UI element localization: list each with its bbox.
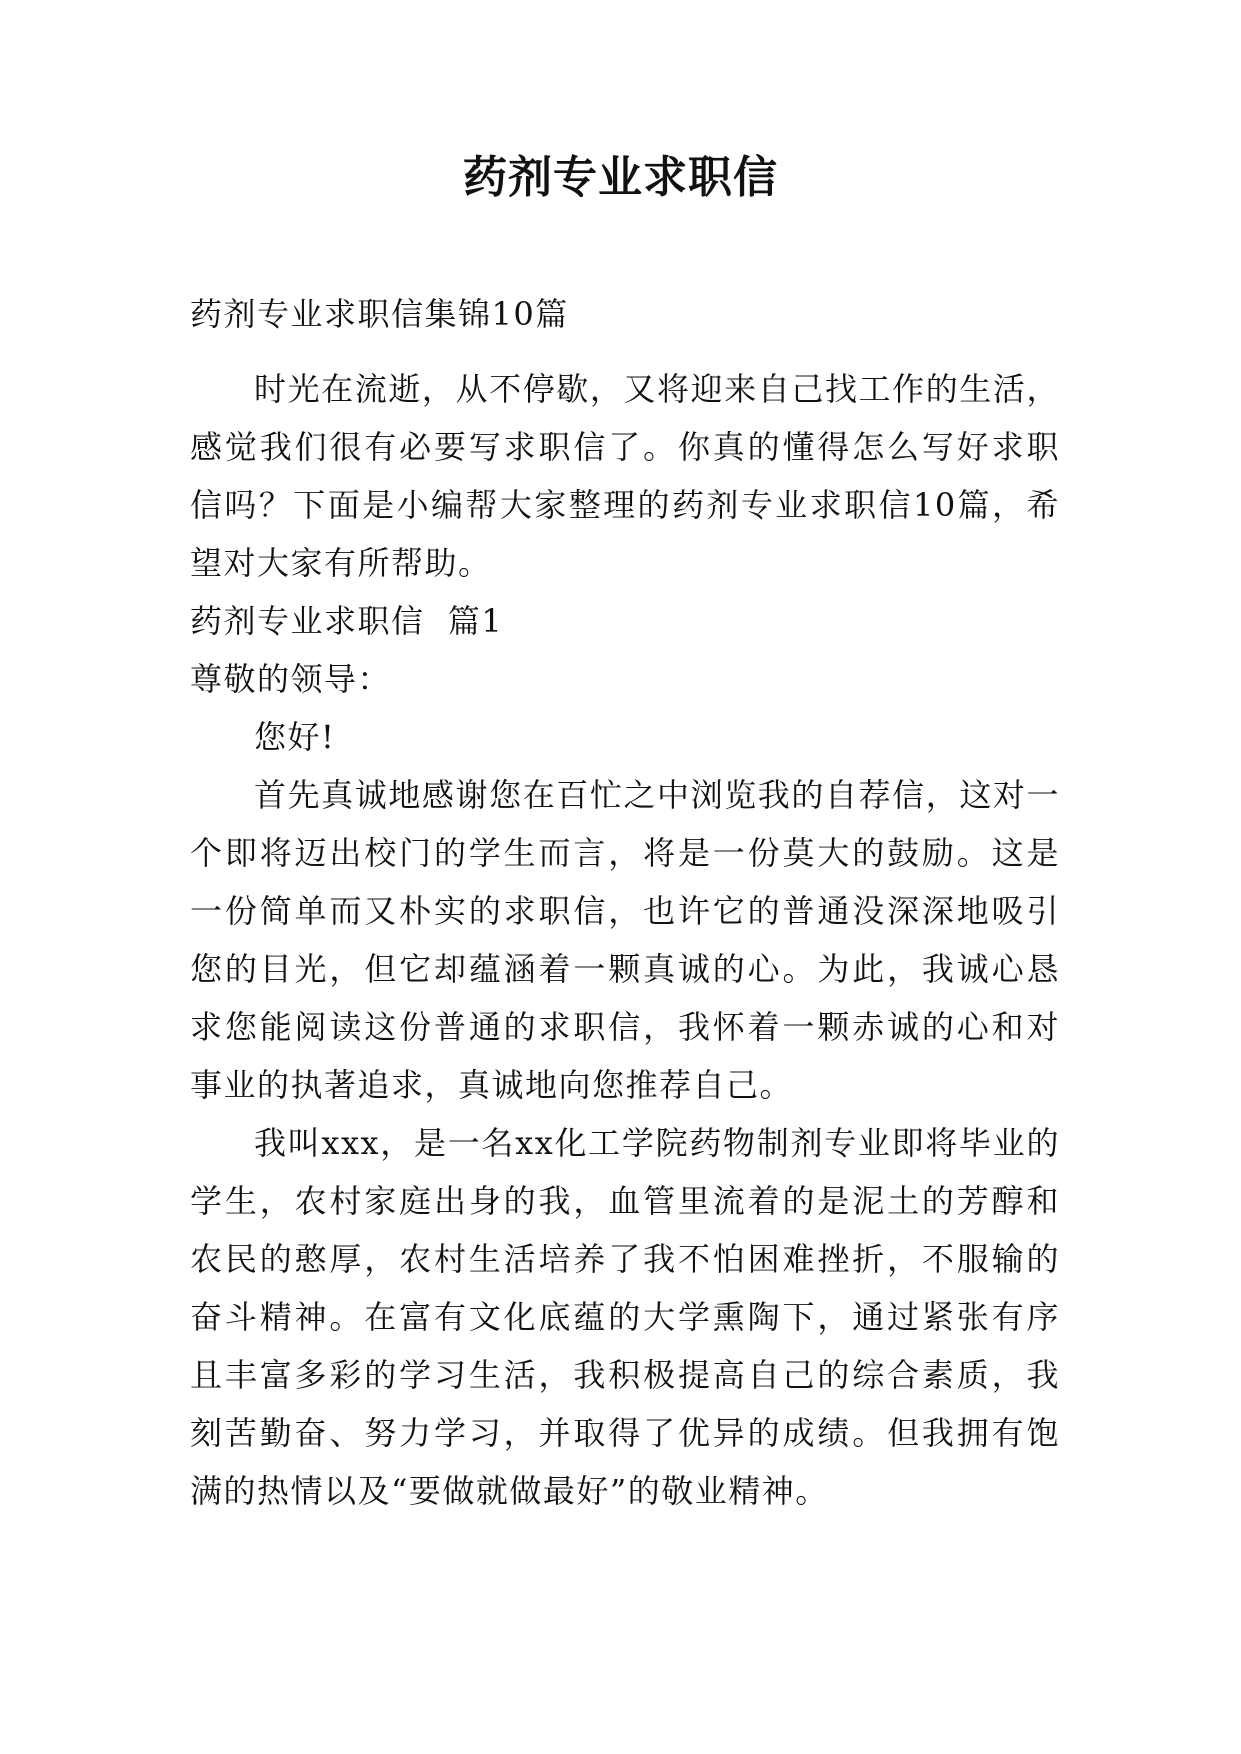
body-paragraph-1: 首先真诚地感谢您在百忙之中浏览我的自荐信，这对一个即将迈出校门的学生而言，将是一份莫大的鼓励。这是一份简单而又朴实的求职信，也许它的普通没深深地吸引您的目光，但它却蕴涵着一颗真诚的心。为此，我诚心恳求您能阅读这份普通的求职信，我怀着一颗赤诚的心和对事业的执著追求，真诚地向您推荐自己。	[190, 776, 1060, 1104]
document-title: 药剂专业求职信	[463, 152, 778, 203]
section-heading: 药剂专业求职信 篇1	[190, 602, 504, 640]
salutation: 尊敬的领导：	[190, 660, 392, 698]
document-subtitle: 药剂专业求职信集锦10篇	[190, 295, 569, 333]
body-paragraph-2: 我叫xxx，是一名xx化工学院药物制剂专业即将毕业的学生，农村家庭出身的我，血管里流着的是泥土的芳醇和农民的憨厚，农村生活培养了我不怕困难挫折，不服输的奋斗精神。在富有文化底蕴的大学熏陶下，通过紧张有序且丰富多彩的学习生活，我积极提高自己的综合素质，我刻苦勤奋、努力学习，并取得了优异的成绩。但我拥有饱满的热情以及“要做就做最好”的敬业精神。	[190, 1124, 1060, 1510]
intro-paragraph: 时光在流逝，从不停歇，又将迎来自己找工作的生活，感觉我们很有必要写求职信了。你真的懂得怎么写好求职信吗？下面是小编帮大家整理的药剂专业求职信10篇，希望对大家有所帮助。	[190, 370, 1060, 582]
greeting: 您好!	[254, 718, 336, 756]
document-body	[190, 360, 1060, 1520]
